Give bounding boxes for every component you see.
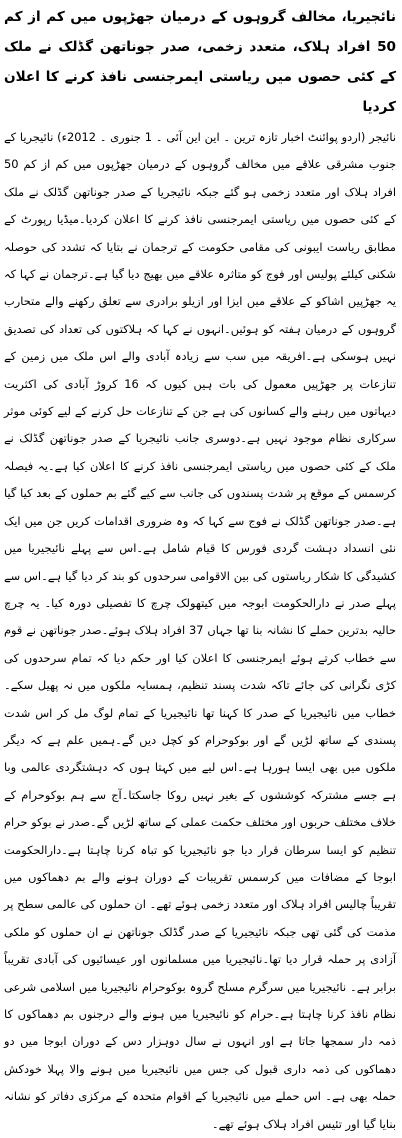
article-headline: نائجیریا، مخالف گروہوں کے درمیان جھڑپوں میں کم از کم 50 افراد ہلاک، متعدد زخمی، صدر جوناتھن گڈلک نے ملک کے کئی حصوں میں ریاستی ایمرجنسی نافذ کرنے کا اعلان کردیا [4, 9, 396, 115]
article-body: نائیجر (اردو پوائنٹ اخبار تازہ ترین ۔ این این آئی ۔ 1 جنوری ۔ 2012ء) نائیجریا کے جنوب مشرقی علاقے میں مخالف گروہوں کے درمیان جھڑپوں میں کم از کم 50 افراد ہلاک اور متعدد زخمی ہو گئے جبکہ نائیجریا کے صدر جوناتھن گڈلک نے ملک کے کئی حصوں میں ریاستی ایمرجنسی نافذ کرنے کا اعلان کردیا۔میڈیا رپورٹ کے مطابق ریاست ایبونی کی مقامی حکومت کے ترجمان نے بتایا کہ تشدد کی حوصلہ شکنی کیلئے پولیس اور فوج کو متاثرہ علاقے میں بھیج دیا گیا ہے۔ترجمان نے کہا کہ یہ جھڑپیں اشاکو کے علاقے میں ایزا اور ازیلو برادری سے تعلق رکھنے والے متحارب گروہوں کے درمیان ہفتہ کو ہوئیں۔انہوں نے کہا کہ ہلاکتوں کی تعداد کی تصدیق نہیں ہوسکی ہے۔افریقہ میں سب سے زیادہ آبادی والے اس ملک میں زمین کے تنازعات پر جھڑپیں معمول کی بات ہیں کیوں کہ 16 کروڑ آبادی کی اکثریت دیہاتوں میں رہنے والے کسانوں کی ہے جن کے تنازعات حل کرنے کے لیے کوئی موثر سرکاری نظام موجود نہیں ہے۔دوسری جانب نائیجریا کے صدر جوناتھن گڈلک نے ملک کے کئی حصوں میں ریاستی ایمرجنسی نافذ کرنے کا اعلان کیا ہے۔یہ فیصلہ کرسمس کے موقع پر شدت پسندوں کی جانب سے کیے گئے بم حملوں کے بعد کیا گیا ہے۔صدر جوناتھن گڈلک نے فوج سے کہا کہ وہ ضروری اقدامات کریں جن میں ایک نئی انسداد دہشت گردی فورس کا قیام شامل ہے۔اس سے پہلے نائیجیریا میں کشیدگی کا شکار ریاستوں کی بین الاقوامی سرحدوں کو بند کر دیا گیا ہے۔اس سے پہلے صدر نے دارالحکومت ابوجہ میں کیتھولک چرچ کا تفصیلی دورہ کیا۔ یہ چرچ حالیہ بدترین حملے کا نشانہ بنا تھا جہاں 37 افراد ہلاک ہوئے۔صدر جوناتھن نے قوم سے خطاب کرتے ہوئے ایمرجنسی کا اعلان کیا اور حکم دیا کہ تمام سرحدوں کی کڑی نگرانی کی جائے تاکہ شدت پسند تنظیم، ہمسایہ ملکوں میں نہ پھیل سکے۔خطاب میں نائیجیریا کے صدر کا کہنا تھا نائیجیریا کے تمام لوگ مل کر اس شدت پسندی کے ساتھ لڑیں گے اور بوکوحرام کو کچل دیں گے۔ہمیں علم ہے کہ دیگر ملکوں میں بھی ایسا ہورہا ہے۔اس لیے میں کہتا ہوں کہ دہشتگردی عالمی وبا ہے جسے مشترکہ کوششوں کے بغیر نہیں روکا جاسکتا۔آج سے ہم بوکوحرام کے خلاف مختلف حربوں اور مختلف حکمت عملی کے ساتھ لڑیں گے۔صدر نے بوکو حرام تنظیم کو ایسا سرطان قرار دیا جو نائیجیریا کو تباہ کرنا چاہتا ہے۔دارالحکومت ابوجا کے مضافات میں کرسمس تقریبات کے دوران ہونے والے بم دھماکوں میں تقریباً چالیس افراد ہلاک اور متعدد زخمی ہوئے تھے۔ ان حملوں کی عالمی سطح پر مذمت کی گئی تھی جبکہ نائیجیریا کے صدر گڈلک جوناتھن نے ان حملوں کو ملکی آزادی پر حملہ قرار دیا تھا۔نائیجیریا میں مسلمانوں اور عیسائیوں کی آبادی تقریباً برابر ہے۔ نائیجیریا میں سرگرم مسلح گروہ بوکوحرام نائیجیریا میں اسلامی شرعی نظام نافذ کرنا چاہتا ہے۔حرام کو نائیجیریا میں ہونے والے درجنوں بم دھماکوں کا ذمہ دار سمجھا جاتا ہے اور انہوں نے سال دوہزار دس کے دوران ابوجا میں دو دھماکوں کی ذمہ داری قبول کی جس میں نائیجیریا میں ہونے والا پہلا خودکش حملہ بھی ہے۔ اس حملے میں نائیجیریا کے اقوام متحدہ کے مرکزی دفاتر کو نشانہ بنایا گیا اور تئیس افراد ہلاک ہوئے تھے۔ [4, 130, 396, 1131]
